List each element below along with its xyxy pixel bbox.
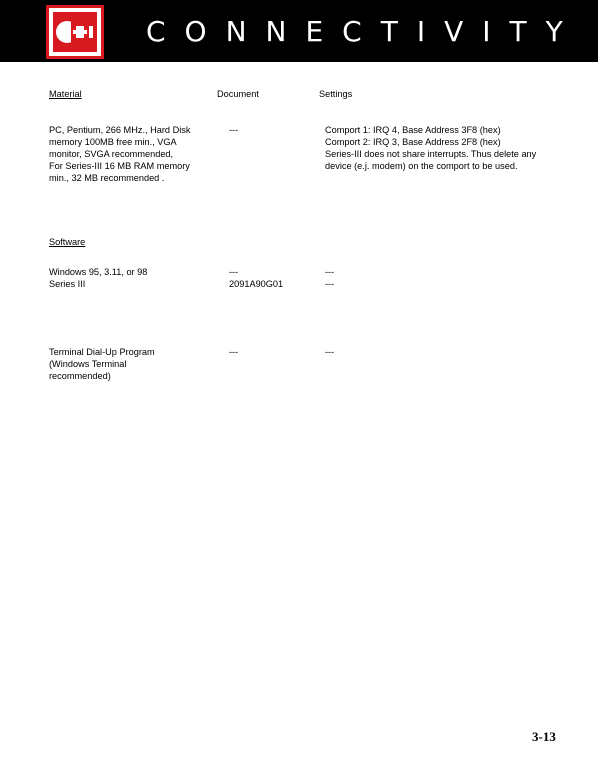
page-number: 3-13 [532, 729, 556, 744]
logo-red-field [53, 12, 97, 52]
hardware-material-line: monitor, SVGA recommended, [49, 149, 174, 159]
logo-emblem [53, 12, 97, 52]
terminal-material-line: recommended) [49, 371, 111, 381]
terminal-material-line: Terminal Dial-Up Program [49, 347, 155, 357]
hardware-settings-line: Comport 1: IRQ 4, Base Address 3F8 (hex) [325, 125, 501, 135]
hardware-material-line: For Series-III 16 MB RAM memory [49, 161, 190, 171]
windows-settings-line: --- [325, 267, 335, 277]
windows-material-line: Windows 95, 3.11, or 98 [49, 267, 148, 277]
terminal-material-line: (Windows Terminal [49, 359, 127, 369]
hardware-settings-line: device (e.j. modem) on the comport to be used. [325, 161, 518, 171]
windows-material-line: Series III [49, 279, 86, 289]
hardware-material-line: PC, Pentium, 266 MHz., Hard Disk [49, 125, 191, 135]
windows-document-line: --- [229, 267, 239, 277]
software-heading: Software [49, 237, 86, 247]
column-header-document: Document [217, 89, 259, 99]
windows-document-line: 2091A90G01 [229, 279, 284, 289]
company-logo [46, 5, 104, 59]
hardware-document-cell: --- [229, 125, 239, 135]
terminal-settings-cell: --- [325, 347, 335, 357]
hardware-material-line: memory 100MB free min., VGA [49, 137, 177, 147]
hardware-material-line: min., 32 MB recommended . [49, 173, 165, 183]
column-header-material: Material [49, 89, 82, 99]
header-bar [0, 0, 598, 62]
hardware-settings-line: Comport 2: IRQ 3, Base Address 2F8 (hex) [325, 137, 501, 147]
hardware-settings-line: Series-III does not share interrupts. Thus delete any [325, 149, 537, 159]
column-header-settings: Settings [319, 89, 353, 99]
header-title: CONNECTIVITY [146, 15, 582, 48]
terminal-document-cell: --- [229, 347, 239, 357]
windows-settings-line: --- [325, 279, 335, 289]
